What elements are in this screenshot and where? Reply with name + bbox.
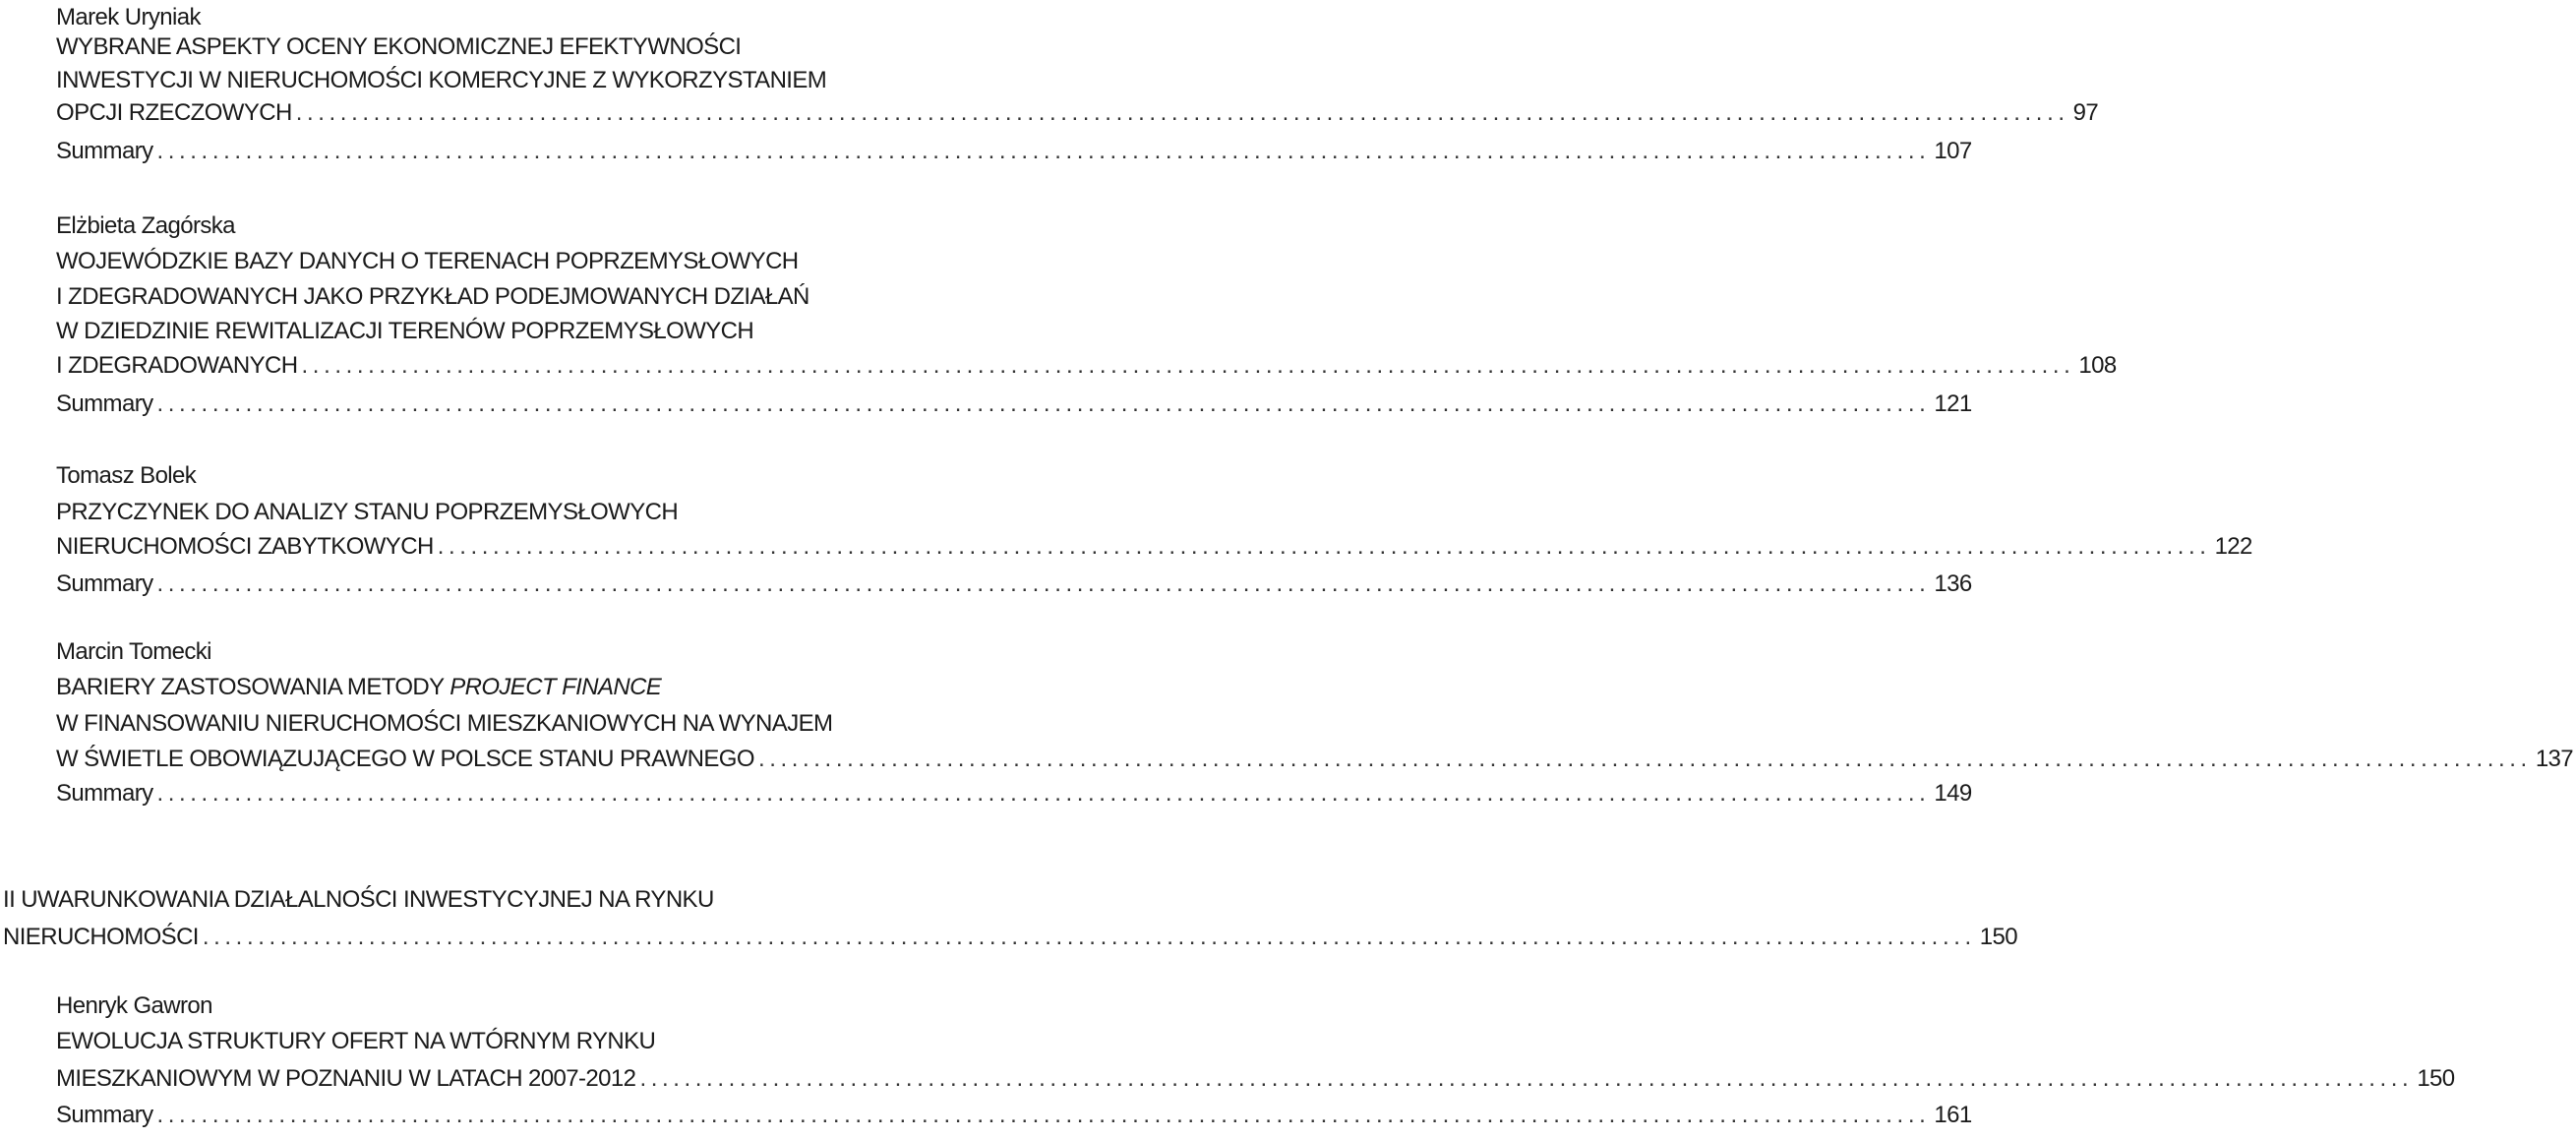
entry-title-line: PRZYCZYNEK DO ANALIZY STANU POPRZEMYSŁOWYCH — [56, 499, 679, 525]
summary-label: Summary — [56, 570, 153, 597]
entry-author: Henryk Gawron — [56, 992, 212, 1019]
toc-entry-row[interactable] — [56, 1061, 2455, 1097]
page-number: 149 — [1934, 780, 1972, 807]
entry-title-italic-segment: PROJECT FINANCE — [449, 674, 662, 700]
dot-leader: ................................................................................................................................................................ — [757, 746, 2532, 772]
page-number: 108 — [2078, 352, 2117, 379]
entry-title-line: I ZDEGRADOWANYCH JAKO PRZYKŁAD PODEJMOWANYCH DZIAŁAŃ — [56, 283, 809, 310]
entry-title-line: MIESZKANIOWYM W POZNANIU W LATACH 2007-2012 — [56, 1065, 636, 1092]
page-number: 161 — [1934, 1102, 1972, 1128]
entry-title-line: NIERUCHOMOŚCI ZABYTKOWYCH — [56, 533, 434, 560]
dot-leader: ................................................................................................................................................................ — [437, 533, 2211, 560]
summary-label: Summary — [56, 1102, 153, 1128]
summary-label: Summary — [56, 780, 153, 807]
toc-entry-row[interactable] — [56, 529, 2252, 565]
summary-row[interactable] — [56, 387, 1972, 422]
entry-author: Elżbieta Zagórska — [56, 212, 235, 239]
toc-entry-row[interactable] — [56, 742, 2574, 777]
entry-title-line: W ŚWIETLE OBOWIĄZUJĄCEGO W POLSCE STANU PRAWNEGO — [56, 746, 754, 772]
dot-leader: ................................................................................................................................................................ — [639, 1065, 2414, 1092]
page-number: 150 — [2417, 1065, 2455, 1092]
dot-leader: ................................................................................................................................................................ — [156, 570, 1931, 597]
page-number: 150 — [1979, 924, 2017, 950]
summary-row[interactable] — [56, 567, 1972, 602]
page-number: 107 — [1934, 138, 1972, 164]
entry-title-line: I ZDEGRADOWANYCH — [56, 352, 298, 379]
entry-author: Marcin Tomecki — [56, 638, 211, 665]
page-number: 122 — [2214, 533, 2252, 560]
dot-leader: ................................................................................................................................................................ — [156, 1102, 1931, 1128]
toc-entry-row[interactable] — [56, 348, 2117, 384]
part-heading: II UWARUNKOWANIA DZIAŁALNOŚCI INWESTYCYJNEJ NA RYNKU — [3, 886, 714, 913]
entry-title-line: WOJEWÓDZKIE BAZY DANYCH O TERENACH POPRZEMYSŁOWYCH — [56, 248, 799, 274]
page-number: 137 — [2535, 746, 2574, 772]
toc-entry-row[interactable] — [56, 95, 2099, 131]
part-heading-row[interactable] — [3, 920, 2017, 955]
entry-title-line: EWOLUCJA STRUKTURY OFERT NA WTÓRNYM RYNKU — [56, 1028, 656, 1054]
summary-row[interactable] — [56, 1098, 1972, 1133]
entry-title-line: WYBRANE ASPEKTY OCENY EKONOMICZNEJ EFEKTYWNOŚCI — [56, 33, 742, 60]
dot-leader: ................................................................................................................................................................ — [156, 390, 1931, 417]
entry-title-line: W FINANSOWANIU NIERUCHOMOŚCI MIESZKANIOWYCH NA WYNAJEM — [56, 710, 833, 737]
entry-author: Marek Uryniak — [56, 4, 201, 30]
part-heading-line: NIERUCHOMOŚCI — [3, 924, 199, 950]
page-number: 121 — [1934, 390, 1972, 417]
dot-leader: ................................................................................................................................................................ — [202, 924, 1976, 950]
entry-title-line — [56, 670, 944, 705]
dot-leader: ................................................................................................................................................................ — [301, 352, 2075, 379]
entry-title-line: INWESTYCJI W NIERUCHOMOŚCI KOMERCYJNE Z WYKORZYSTANIEM — [56, 67, 827, 93]
page-number: 97 — [2072, 99, 2099, 126]
entry-title-line: W DZIEDZINIE REWITALIZACJI TERENÓW POPRZEMYSŁOWYCH — [56, 318, 754, 344]
dot-leader: ................................................................................................................................................................ — [156, 780, 1931, 807]
page-number: 136 — [1934, 570, 1972, 597]
entry-title-segment: BARIERY ZASTOSOWANIA METODY — [56, 674, 450, 700]
dot-leader: ................................................................................................................................................................ — [295, 99, 2069, 126]
entry-author: Tomasz Bolek — [56, 462, 197, 489]
summary-row[interactable] — [56, 776, 1972, 811]
summary-label: Summary — [56, 390, 153, 417]
dot-leader: ................................................................................................................................................................ — [156, 138, 1931, 164]
entry-title-line: OPCJI RZECZOWYCH — [56, 99, 292, 126]
summary-label: Summary — [56, 138, 153, 164]
summary-row[interactable] — [56, 134, 1972, 169]
